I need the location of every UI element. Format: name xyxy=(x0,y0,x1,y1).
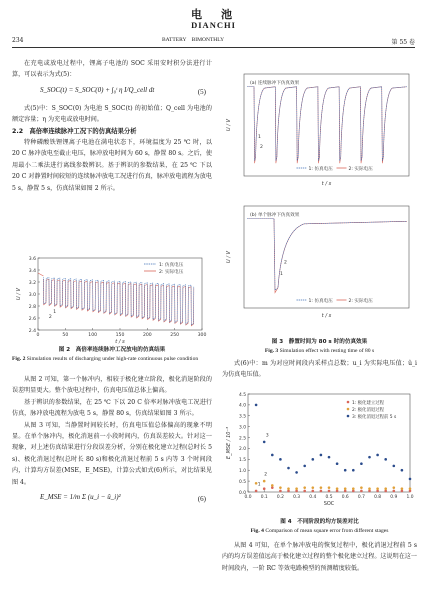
figure-label: Fig. 4 xyxy=(250,528,264,534)
data-point xyxy=(336,462,339,465)
data-point xyxy=(295,471,298,474)
x-tick-label: 250 xyxy=(170,333,180,338)
page-header xyxy=(0,0,427,52)
paragraph: 从图 4 可知，在单个脉冲放电的恢复过程中，极化消退过程前 5 s 内的均方误差值远高于极化建立过程的整个极化建立过程。这说明在这一时间段内，一阶 RC 等效电路模型的预测精度较低。 xyxy=(222,542,417,572)
legend-swatch xyxy=(347,401,350,404)
data-point xyxy=(401,487,404,490)
y-axis-label: U / V xyxy=(226,119,232,131)
data-point xyxy=(320,490,323,493)
data-point xyxy=(409,487,412,490)
data-point xyxy=(320,486,323,489)
data-point xyxy=(328,456,331,459)
x-tick-label: 0.7 xyxy=(357,495,365,500)
x-tick-label: 300 xyxy=(197,333,207,338)
y-tick-label: 0.0 xyxy=(239,490,246,496)
y-tick-label: 4.5 xyxy=(239,392,246,398)
y-axis-label: U / V xyxy=(226,251,232,263)
left-column-top xyxy=(12,58,212,194)
x-tick-label: 0.6 xyxy=(341,495,349,500)
paragraph: 基于辨识的参数结果，在 25 ℃ 下以 20 C 倍率对脉冲放电工况进行仿真，脉冲放电流程为放电 5 s，静置 80 s，仿真结果如图 3 所示。 xyxy=(12,398,212,418)
journal-running-title: BATTERY BIMONTHLY xyxy=(162,37,225,43)
data-point xyxy=(279,490,282,493)
data-point xyxy=(409,478,412,481)
data-point xyxy=(376,454,379,457)
right-column-text-2 xyxy=(222,540,417,574)
paragraph: 从图 3 可知，当静置时间较长时，仿真电压值总体偏高的现象不明显。在单个脉冲内，极化消退前一小段时间内，仿真误差较大。针对这一现象，对上述仿真结果进行分段误差分析，分别在极化建立过程(总时长 5 s)、极化消退过程(总时长 80 s)和极化消退过程前 5 s 内等 3 个时间段内，计算均方误差(MSE，E_MSE)，计算公式如式(6)所示，对比结果见图 4。 xyxy=(12,421,212,486)
data-point xyxy=(401,469,404,472)
x-tick-label: 0.3 xyxy=(293,495,301,500)
annotation-label: 3 xyxy=(265,433,269,439)
left-column-bottom xyxy=(12,374,212,510)
panel-title: (a) 连续脉冲下仿真效果 xyxy=(250,81,300,86)
paragraph: 特种磷酸铁锂锂离子电池在满电状态下，环境温度为 25 ℃ 时，以 20 C 脉冲放电至截止电压，脉冲放电时间为 60 s，静置 80 s。之后，使用最小二乘法进行离线参数辨识。基于辨识的参数结果，在 25 ℃ 下以 20 C 对静置时间较短的连续脉冲放电工况进行仿真，脉冲放电流程为放电 5 s，静置 5 s，仿真结果如图 2 所示。 xyxy=(12,139,212,192)
data-point xyxy=(303,465,306,468)
legend-label: 1: 仿真电压 xyxy=(308,298,333,304)
data-point xyxy=(368,487,371,490)
data-point xyxy=(255,404,258,407)
figure-2-chart xyxy=(12,252,212,344)
y-tick-label: 2.0 xyxy=(239,447,246,453)
x-tick-label: 100 xyxy=(88,333,98,338)
data-point xyxy=(393,465,396,468)
y-tick-label: 0.5 xyxy=(239,479,246,485)
equation-body: E_MSE = 1/m Σ (u_i − û_i)² xyxy=(40,493,121,502)
paragraph: 从图 2 可知，第一个脉冲内，相较于极化建立阶段，极化消退阶段的误差明显更大。整个放电过程中，仿真电压值总体上偏高。 xyxy=(12,376,212,395)
data-point xyxy=(344,487,347,490)
annotation-label: 2 xyxy=(48,315,52,320)
x-tick-label: 0.5 xyxy=(325,495,333,500)
data-point xyxy=(384,487,387,490)
x-tick-label: 0.2 xyxy=(276,495,284,500)
figure-2-caption-cn: 图 2 高倍率连续脉冲工况放电的仿真结果 xyxy=(58,347,166,353)
data-point xyxy=(352,469,355,472)
plot-frame xyxy=(244,74,409,176)
data-point xyxy=(263,487,266,490)
legend-label: 2: 实际电压 xyxy=(348,298,373,304)
data-point xyxy=(279,458,282,461)
y-tick-label: 1.0 xyxy=(239,469,246,475)
data-point xyxy=(303,490,306,493)
legend-label: 2: 实际电压 xyxy=(159,269,184,275)
x-tick-label: 0.8 xyxy=(374,495,382,500)
y-tick-label: 3.0 xyxy=(239,425,246,431)
y-axis-label: E_MSE / 10⁻³ xyxy=(226,426,232,460)
y-tick-label: 1.5 xyxy=(239,458,246,464)
data-point xyxy=(384,458,387,461)
annotation-label: 1 xyxy=(53,310,57,316)
data-point xyxy=(393,490,396,493)
data-point xyxy=(271,454,274,457)
data-point xyxy=(360,490,363,493)
annotation-label: 2 xyxy=(260,144,263,150)
legend-label: 1: 仿真电压 xyxy=(308,166,333,172)
data-point xyxy=(328,490,331,493)
equation-number: (6) xyxy=(197,495,206,504)
data-point xyxy=(360,486,363,489)
y-tick-label: 2.5 xyxy=(239,436,246,442)
figure-4-chart xyxy=(222,388,417,516)
annotation-label: 1 xyxy=(257,482,261,488)
annotation-label: 2 xyxy=(284,260,287,266)
data-point xyxy=(344,469,347,472)
data-point xyxy=(287,467,290,470)
x-tick-label: 0 xyxy=(36,333,40,338)
figure-2-caption-en xyxy=(12,355,212,363)
plot-frame xyxy=(244,206,409,308)
data-point xyxy=(328,486,331,489)
figure-4-caption-cn: 图 4 不同阶段的均方误差对比 xyxy=(280,519,359,525)
data-point xyxy=(336,487,339,490)
data-point xyxy=(255,490,258,493)
legend-label: 1: 仿真电压 xyxy=(159,262,184,268)
equation-body: S_SOC(t) = S_SOC(0) + ∫₀ᵗ η I/Q_cell dt xyxy=(40,85,155,94)
data-point xyxy=(360,462,363,465)
data-point xyxy=(393,486,396,489)
x-tick-label: 50 xyxy=(62,333,69,338)
legend-label: 2: 极化消退过程 xyxy=(352,407,385,413)
data-point xyxy=(287,487,290,490)
x-axis-label: t / s xyxy=(321,181,332,187)
legend-label: 3: 极化消退过程前 5 s xyxy=(352,414,397,420)
x-axis-label: t / s xyxy=(321,313,332,319)
equation-6 xyxy=(12,488,212,510)
panel-title: (b) 单个脉冲下仿真效果 xyxy=(250,213,300,218)
equation-number: (5) xyxy=(197,87,206,96)
data-point xyxy=(368,456,371,459)
x-tick-label: 200 xyxy=(142,333,152,338)
data-point xyxy=(312,458,315,461)
annotation-label: 1 xyxy=(258,134,261,140)
data-point xyxy=(263,441,266,444)
y-axis-label: U / V xyxy=(16,288,22,300)
y-tick-label: 3.2 xyxy=(28,280,36,286)
data-point xyxy=(312,486,315,489)
legend-swatch xyxy=(347,415,350,418)
figure-3-chart xyxy=(222,56,417,336)
x-tick-label: 0.9 xyxy=(390,495,398,500)
y-tick-label: 2.8 xyxy=(28,304,36,310)
annotation-label: 1 xyxy=(280,271,283,277)
figure-4-caption-en xyxy=(222,527,417,535)
y-tick-label: 3.4 xyxy=(28,268,36,274)
figure-3-caption-cn: 图 3 静置时间为 80 s 时的仿真效果 xyxy=(271,339,368,345)
paragraph: 在充电或放电过程中，锂离子电池的 SOC 采用安时积分法进行计算，可以表示为式(5)： xyxy=(12,60,212,79)
right-column-text-1 xyxy=(222,358,417,381)
legend-swatch xyxy=(347,408,350,411)
data-point xyxy=(295,487,298,490)
header-rule xyxy=(12,47,415,48)
legend-label: 2: 实际电压 xyxy=(348,166,373,172)
x-tick-label: 0.1 xyxy=(260,495,268,500)
plot-frame xyxy=(248,394,410,492)
section-heading: 2.2 高倍率连续脉冲工况下的仿真结果分析 xyxy=(12,127,137,135)
volume-label: 第 55 卷 xyxy=(391,39,415,46)
data-point xyxy=(279,486,282,489)
paragraph: 式(6)中：m 为对应时间段内采样点总数；u_i 为实际电压值；û_i 为仿真电压值。 xyxy=(222,360,417,379)
y-tick-label: 3.6 xyxy=(28,256,36,262)
x-tick-label: 1.0 xyxy=(406,495,414,500)
figure-label: Fig. 2 xyxy=(12,356,26,362)
x-tick-label: 150 xyxy=(115,333,125,338)
journal-title-en: DIANCHI xyxy=(191,20,236,30)
data-point xyxy=(263,480,266,483)
y-tick-label: 2.6 xyxy=(28,316,36,322)
equation-5 xyxy=(12,81,212,103)
caption-text: Comparison of mean square error from different stages xyxy=(265,528,389,534)
data-point xyxy=(352,487,355,490)
x-axis-label: t / s xyxy=(115,339,125,344)
data-point xyxy=(303,486,306,489)
paragraph: 式(5)中：S_SOC(0) 为电池 S_SOC(t) 的初始值；Q_cell 为电池的额定容量；η 为充电或放电时间。 xyxy=(12,104,212,124)
x-axis-label: SOC xyxy=(323,501,335,507)
data-point xyxy=(271,484,274,487)
data-point xyxy=(312,490,315,493)
x-tick-label: 0.4 xyxy=(309,495,317,500)
figure-3-caption-en xyxy=(222,347,417,355)
data-point xyxy=(320,454,323,457)
y-tick-label: 2.4 xyxy=(28,328,36,334)
page-number: 234 xyxy=(12,37,24,44)
y-tick-label: 3.0 xyxy=(28,292,36,298)
x-tick-label: 0.0 xyxy=(244,495,252,500)
y-tick-label: 4.0 xyxy=(239,403,246,409)
caption-text: Simulation effect with resting time of 80 s xyxy=(279,348,375,354)
data-point xyxy=(376,487,379,490)
legend-label: 1: 极化建立过程 xyxy=(352,400,385,406)
annotation-label: 2 xyxy=(264,472,267,478)
y-tick-label: 3.5 xyxy=(239,414,246,420)
journal-title-cn: 电 池 xyxy=(191,8,236,21)
figure-label: Fig. 3 xyxy=(264,348,279,354)
caption-text: Simulation results of discharging under high-rate continuous pulse condition xyxy=(26,356,199,362)
